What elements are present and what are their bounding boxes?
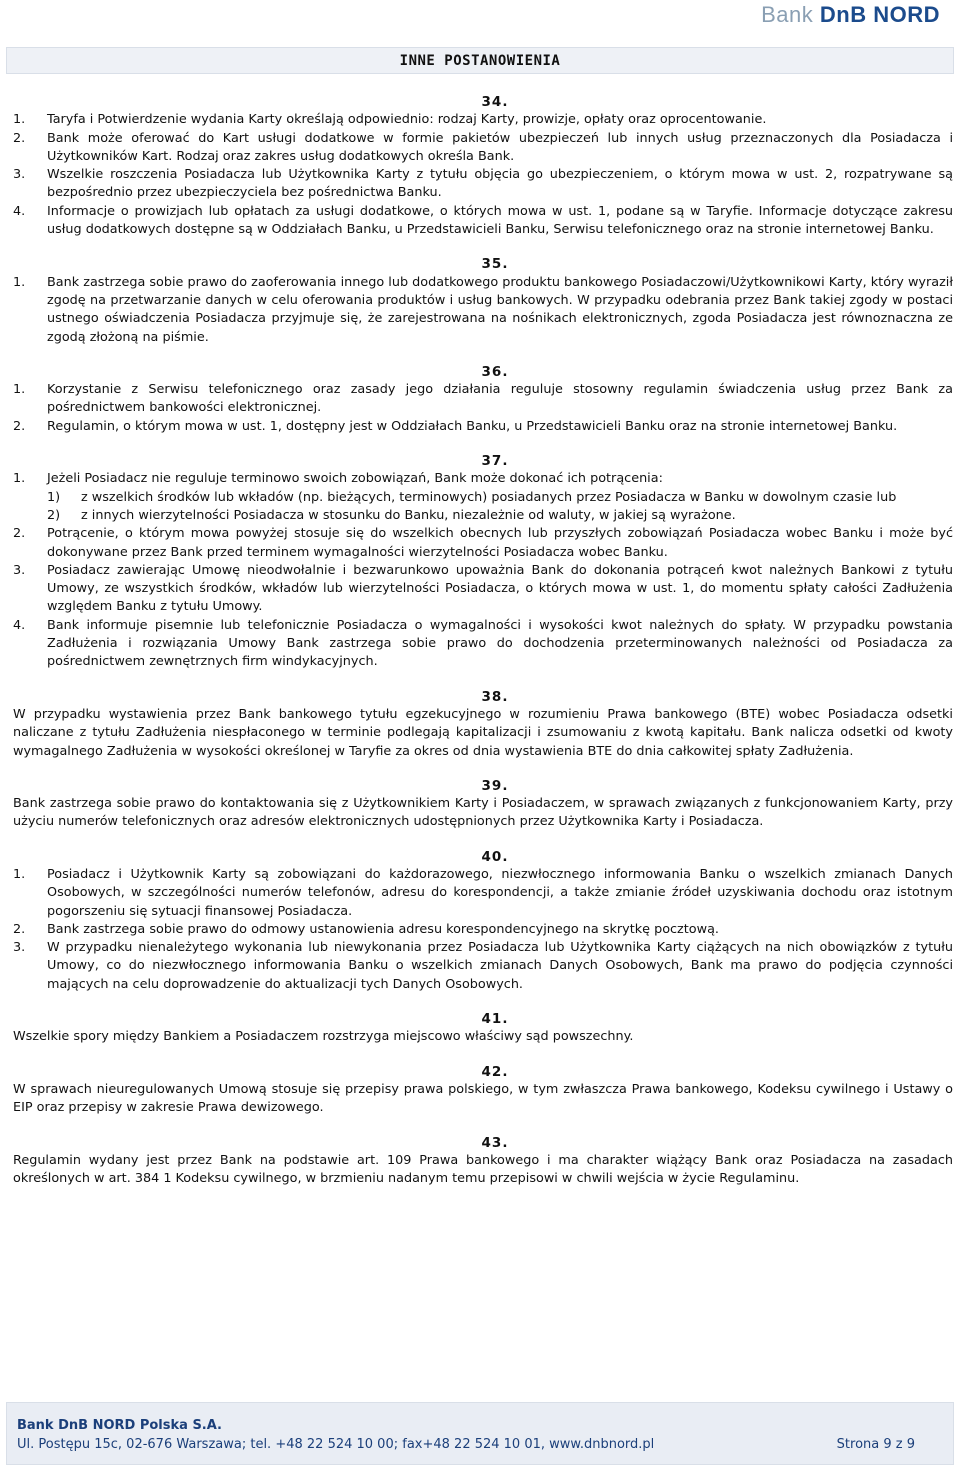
sub-item — [13, 507, 953, 525]
item-text: Posiadacz zawierając Umowę nieodwołalnie i bezwarunkowo upoważnia Bank do dokonania potrąceń kwot należnych Bankowi z tytułu Umowy, ze wszystkich środków, wkładów lub wierzytelności Posiadacza, o których mowa w ust. 1, do momentu spłaty całości Zadłużenia względem Banku z tytułu Umowy. — [47, 562, 953, 615]
item-text: Regulamin, o którym mowa w ust. 1, dostępny jest w Oddziałach Banku, u Przedstawicieli Banku oraz na stronie internetowej Banku. — [47, 418, 898, 434]
section-gap — [13, 994, 953, 1010]
item-number: 1. — [13, 471, 26, 487]
item-number: 2. — [13, 921, 26, 937]
item-text: Jeżeli Posiadacz nie reguluje terminowo swoich zobowiązań, Bank może dokonać ich potrącenia: — [47, 471, 663, 487]
list-item — [13, 525, 953, 562]
section-39 — [13, 777, 953, 832]
section-gap — [13, 239, 953, 255]
item-number: 1. — [13, 274, 26, 290]
item-text: Informacje o prowizjach lub opłatach za usługi dodatkowe, o których mowa w ust. 1, podane są w Taryfie. Informacje dotyczące zakresu usług dodatkowych dostępne są w Oddziałach Banku, u Przedstawicieli Banku, Serwisu telefonicznego oraz na stronie internetowej Banku. — [47, 203, 953, 238]
sub-item — [13, 489, 953, 507]
section-40 — [13, 848, 953, 994]
paragraph-text: Bank zastrzega sobie prawo do kontaktowania się z Użytkownikiem Karty i Posiadaczem, w sprawach związanych z funkcjonowaniem Karty, przy użyciu numerów telefonicznych oraz adresów elektronicznych udostępnionych przez Użytkownika Karty i Posiadacza. — [13, 796, 953, 830]
paragraph-number: 37. — [481, 453, 509, 470]
paragraph-text: W sprawach nieuregulowanych Umową stosuje się przepisy prawa polskiego, w tym zwłaszcza Prawa bankowego, Kodeksu cywilnego i Ustawy o EIP oraz przepisy w zakresie Prawa dewizowego. — [13, 1081, 953, 1116]
paragraph-number: 40. — [481, 848, 509, 865]
section-36 — [13, 363, 953, 436]
item-text: Potrącenie, o którym mowa powyżej stosuje się do wszelkich obecnych lub przyszłych zobowiązań Posiadacza wobec Banku i może być dokonywane przez Bank przed terminem wymagalności wierzytelności Posiadacza wobec Banku. — [47, 526, 953, 560]
item-text: Taryfa i Potwierdzenie wydania Karty określają odpowiednio: rodzaj Karty, prowizje, opłaty oraz oprocentowanie. — [47, 112, 767, 128]
item-number: 1. — [13, 866, 26, 882]
item-number: 2. — [13, 130, 26, 146]
section-gap — [13, 436, 953, 452]
sub-item-number: 2) — [47, 507, 61, 523]
item-text: Posiadacz i Użytkownik Karty są zobowiązani do każdorazowego, niezwłocznego informowania Banku o wszelkich zmianach Danych Osobowych, w szczególności numerów telefonów, adresu do korespondencji, a także zmianie źródeł uzyskiwania dochodu oraz istotnym pogorszeniu się sytuacji finansowej Posiadacza. — [47, 866, 953, 919]
paragraph-number: 38. — [481, 688, 509, 705]
section-gap — [13, 347, 953, 363]
paragraph-number: 41. — [481, 1011, 509, 1028]
item-text: Bank informuje pisemnie lub telefonicznie Posiadacza o wymagalności i wysokości kwot należnych do spłaty. W przypadku powstania Zadłużenia i rozwiązania Umowy Bank zastrzega sobie prawo do dochodzenia przeterminowanych należności od Posiadacza za pośrednictwem zewnętrznych firm windykacyjnych. — [47, 617, 953, 670]
item-text: Wszelkie roszczenia Posiadacza lub Użytkownika Karty z tytułu objęcia go ubezpieczeniem, o którym mowa w ust. 2, rozpatrywane są bezpośrednio przez ubezpieczyciela bez pośrednictwa Banku. — [47, 167, 953, 201]
list-item — [13, 166, 953, 203]
section-header — [6, 47, 954, 74]
paragraph-text: Regulamin wydany jest przez Bank na podstawie art. 109 Prawa bankowego i ma charakter wiążący Bank oraz Posiadacza na zasadach określonych w art. 384 1 Kodeksu cywilnego, w brzmieniu nadanym temu przepisowi w chwili wejścia w życie Regulaminu. — [13, 1152, 953, 1187]
section-35 — [13, 255, 953, 346]
item-text: Korzystanie z Serwisu telefonicznego oraz zasady jego działania reguluje stosowny regulamin świadczenia usług przez Bank za pośrednictwem bankowości elektronicznej. — [47, 382, 953, 416]
sub-item-text: z innych wierzytelności Posiadacza w stosunku do Banku, niezależnie od waluty, w jakiej są wyrażone. — [81, 507, 736, 523]
list-item — [13, 939, 953, 994]
paragraph-number: 42. — [481, 1063, 509, 1080]
logo-text-bank: Bank — [761, 2, 820, 27]
list-item — [13, 921, 953, 939]
section-gap — [13, 672, 953, 688]
section-42 — [13, 1063, 953, 1118]
item-number: 1. — [13, 112, 26, 128]
paragraph-number: 35. — [481, 256, 509, 273]
item-number: 4. — [13, 617, 26, 633]
item-number: 4. — [13, 203, 26, 219]
section-41 — [13, 1010, 953, 1047]
item-text: Bank może oferować do Kart usługi dodatkowe w formie pakietów ubezpieczeń lub innych usług przeznaczonych dla Posiadacza i Użytkowników Kart. Rodzaj oraz zakres usług dodatkowych określa Bank. — [47, 130, 953, 164]
list-item — [13, 381, 953, 418]
logo-text-dnb: DnB — [819, 2, 867, 27]
list-item — [13, 111, 953, 129]
list-item — [13, 274, 953, 347]
item-number: 3. — [13, 562, 26, 578]
list-item — [13, 617, 953, 672]
list-item — [13, 203, 953, 240]
list-item — [13, 866, 953, 921]
section-34 — [13, 93, 953, 239]
item-text: W przypadku nienależytego wykonania lub niewykonania przez Posiadacza lub Użytkownika Karty ciążących na nich obowiązków z tytułu Umowy, co do niezwłocznego informowania Banku o wszelkich zmianach Danych Osobowych, Bank ma prawo do podjęcia czynności mających na celu doprowadzenie do aktualizacji tych Danych Osobowych. — [47, 940, 953, 992]
item-number: 1. — [13, 382, 26, 398]
item-text: Bank zastrzega sobie prawo do zaoferowania innego lub dodatkowego produktu bankowego Posiadaczowi/Użytkownikowi Karty, który wyraził zgodę na przetwarzanie danych w celu oferowania produktów i usług bankowych. W przypadku odebrania przez Bank takiej zgody w postaci ustnego oświadczenia Posiadacza przyjmuje się, że zarejestrowana na nośnikach elektronicznych, zgoda Posiadacza jest równoznaczna ze zgodą złożoną na piśmie. — [47, 274, 953, 345]
page-number: Strona 9 z 9 — [836, 1437, 915, 1452]
item-number: 2. — [13, 418, 26, 434]
section-43 — [13, 1134, 953, 1189]
item-text: Bank zastrzega sobie prawo do odmowy ustanowienia adresu korespondencyjnego na skrytkę pocztową. — [47, 921, 719, 937]
paragraph-number: 39. — [481, 777, 509, 794]
page-footer — [6, 1402, 954, 1465]
section-title: INNE POSTANOWIENIA — [399, 52, 561, 69]
list-item — [13, 130, 953, 167]
list-item — [13, 418, 953, 436]
logo-text-nord: NORD — [866, 2, 940, 27]
document-body — [13, 93, 953, 1188]
section-38 — [13, 688, 953, 761]
section-gap — [13, 1047, 953, 1063]
paragraph-text: Wszelkie spory między Bankiem a Posiadaczem rozstrzyga miejscowo właściwy sąd powszechny. — [13, 1029, 634, 1045]
item-number: 3. — [13, 167, 26, 183]
section-37 — [13, 452, 953, 672]
paragraph-number: 36. — [481, 363, 509, 380]
item-number: 2. — [13, 526, 26, 542]
footer-address: Ul. Postępu 15c, 02-676 Warszawa; tel. +48 22 524 10 00; fax+48 22 524 10 01, www.dnbnord.pl — [17, 1437, 655, 1452]
bank-logo — [761, 2, 940, 28]
section-gap — [13, 832, 953, 848]
list-item — [13, 470, 953, 488]
list-item — [13, 562, 953, 617]
sub-item-number: 1) — [47, 489, 61, 505]
sub-item-text: z wszelkich środków lub wkładów (np. bieżących, terminowych) posiadanych przez Posiadacza w Banku w dowolnym czasie lub — [81, 489, 897, 505]
footer-company: Bank DnB NORD Polska S.A. — [17, 1418, 222, 1433]
item-number: 3. — [13, 940, 26, 956]
section-gap — [13, 1118, 953, 1134]
paragraph-text: W przypadku wystawienia przez Bank bankowego tytułu egzekucyjnego w rozumieniu Prawa bankowego (BTE) wobec Posiadacza odsetki naliczane z tytułu Zadłużenia niespłaconego w terminie podlegają kapitalizacji i zsumowaniu z kwotą kapitału. Bank nalicza odsetki od kwoty wymagalnego Zadłużenia w wysokości określonej w Taryfie za okres od dnia wystawienia BTE do dnia całkowitej spłaty Zadłużenia. — [13, 706, 953, 759]
paragraph-number: 43. — [481, 1134, 509, 1151]
paragraph-number: 34. — [481, 94, 509, 110]
section-gap — [13, 761, 953, 777]
